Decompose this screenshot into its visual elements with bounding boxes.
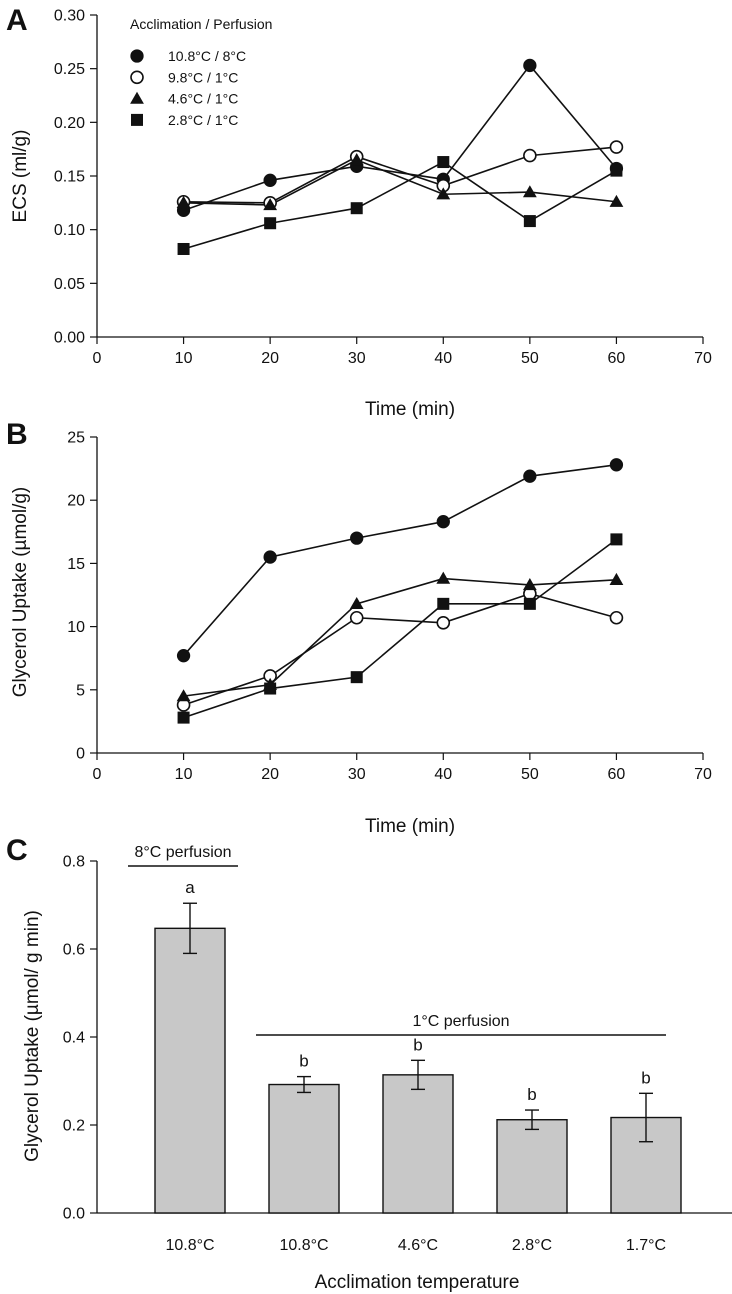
y-tick-label: 0 bbox=[76, 745, 85, 763]
series-line-1 bbox=[184, 465, 617, 656]
x-tick-label: 40 bbox=[434, 350, 453, 367]
x-category-label: 2.8°C bbox=[511, 1237, 553, 1254]
data-point-open-circle bbox=[610, 141, 622, 153]
bar bbox=[383, 1075, 453, 1213]
data-point-filled-triangle bbox=[523, 185, 537, 197]
panel-a-legend bbox=[130, 16, 272, 128]
bar bbox=[497, 1120, 567, 1213]
panel-b-x-axis-title: Time (min) bbox=[364, 816, 456, 837]
bar bbox=[155, 928, 225, 1213]
data-point-filled-square bbox=[178, 243, 190, 255]
panel-c-x-axis-title: Acclimation temperature bbox=[314, 1272, 520, 1293]
significance-letter: a bbox=[185, 878, 195, 898]
x-tick-label: 30 bbox=[347, 350, 366, 367]
data-point-filled-square bbox=[351, 202, 363, 214]
x-tick-label: 0 bbox=[92, 766, 102, 783]
y-tick-label: 0.05 bbox=[53, 275, 85, 293]
data-point-filled-square bbox=[610, 533, 622, 545]
data-point-filled-circle bbox=[351, 532, 363, 544]
y-tick-label: 0.0 bbox=[62, 1205, 85, 1223]
panel-a-series-lines bbox=[184, 65, 617, 249]
y-tick-label: 20 bbox=[67, 492, 85, 510]
legend-label-1: 10.8°C / 8°C bbox=[168, 48, 247, 64]
y-tick-label: 5 bbox=[76, 682, 85, 700]
y-tick-label: 0.15 bbox=[53, 168, 85, 186]
data-point-filled-circle bbox=[264, 174, 276, 186]
data-point-filled-square bbox=[524, 598, 536, 610]
series-line-3 bbox=[184, 160, 617, 205]
series-line-4 bbox=[184, 162, 617, 249]
x-tick-label: 70 bbox=[694, 350, 712, 367]
data-point-open-circle bbox=[351, 612, 363, 624]
data-point-filled-circle bbox=[610, 459, 622, 471]
data-point-open-circle bbox=[524, 150, 536, 162]
y-tick-label: 25 bbox=[67, 429, 85, 447]
panel-c-y-axis-title: Glycerol Uptake (µmol/ g min) bbox=[22, 910, 43, 1162]
data-point-open-circle bbox=[437, 617, 449, 629]
data-point-filled-square bbox=[524, 215, 536, 227]
x-category-label: 10.8°C bbox=[279, 1237, 329, 1254]
significance-letter: b bbox=[299, 1051, 309, 1071]
panel-a-line-chart bbox=[10, 8, 712, 421]
y-tick-label: 0.10 bbox=[53, 222, 85, 240]
y-tick-label: 0.2 bbox=[62, 1117, 85, 1135]
x-tick-label: 50 bbox=[520, 766, 539, 783]
x-tick-label: 60 bbox=[607, 766, 626, 783]
legend-marker-filled-triangle bbox=[130, 92, 144, 104]
legend-label-2: 9.8°C / 1°C bbox=[168, 69, 239, 86]
y-tick-label: 15 bbox=[67, 555, 85, 573]
x-tick-label: 40 bbox=[434, 766, 453, 783]
x-tick-label: 10 bbox=[174, 766, 193, 783]
panel-a-letter: A bbox=[6, 4, 28, 37]
series-line-4 bbox=[184, 539, 617, 717]
legend-marker-filled-square bbox=[131, 114, 143, 126]
panel-b-y-axis-title: Glycerol Uptake (µmol/g) bbox=[10, 486, 31, 698]
data-point-filled-circle bbox=[524, 59, 536, 71]
series-line-3 bbox=[184, 579, 617, 697]
panel-c-bar-chart bbox=[22, 844, 732, 1293]
legend-label-3: 4.6°C / 1°C bbox=[168, 90, 239, 107]
x-tick-label: 20 bbox=[261, 766, 280, 783]
y-tick-label: 0.20 bbox=[53, 114, 85, 132]
data-point-filled-square bbox=[178, 712, 190, 724]
y-tick-label: 0.6 bbox=[62, 941, 85, 959]
panel-a-x-axis-title: Time (min) bbox=[364, 399, 456, 420]
legend-marker-open-circle bbox=[131, 71, 143, 83]
x-tick-label: 20 bbox=[261, 350, 280, 367]
data-point-filled-square bbox=[264, 217, 276, 229]
data-point-filled-circle bbox=[178, 650, 190, 662]
x-tick-label: 70 bbox=[694, 766, 712, 783]
annotation-label: 8°C perfusion bbox=[134, 844, 232, 861]
data-point-filled-triangle bbox=[436, 572, 450, 584]
data-point-filled-circle bbox=[264, 551, 276, 563]
x-tick-label: 10 bbox=[174, 350, 193, 367]
x-tick-label: 50 bbox=[520, 350, 539, 367]
significance-letter: b bbox=[527, 1085, 537, 1105]
data-point-filled-square bbox=[437, 156, 449, 168]
y-tick-label: 0.25 bbox=[53, 61, 85, 79]
panel-a-axes bbox=[54, 8, 712, 368]
y-tick-label: 10 bbox=[67, 619, 85, 637]
data-point-filled-square bbox=[610, 165, 622, 177]
legend-label-4: 2.8°C / 1°C bbox=[168, 111, 239, 128]
x-tick-label: 30 bbox=[347, 766, 366, 783]
legend-marker-filled-circle bbox=[131, 50, 143, 62]
panel-b-letter: B bbox=[6, 418, 28, 451]
x-tick-label: 60 bbox=[607, 350, 626, 367]
data-point-filled-triangle bbox=[610, 573, 624, 585]
data-point-open-circle bbox=[610, 612, 622, 624]
y-tick-label: 0.4 bbox=[62, 1029, 85, 1047]
x-category-label: 4.6°C bbox=[397, 1237, 439, 1254]
y-tick-label: 0.00 bbox=[53, 329, 85, 347]
x-tick-label: 0 bbox=[92, 350, 102, 367]
x-category-label: 1.7°C bbox=[625, 1237, 667, 1254]
data-point-filled-circle bbox=[437, 516, 449, 528]
panel-b-series-lines bbox=[184, 465, 617, 718]
y-tick-label: 0.30 bbox=[53, 7, 85, 25]
data-point-filled-square bbox=[437, 598, 449, 610]
legend-title: Acclimation / Perfusion bbox=[130, 16, 273, 32]
significance-letter: b bbox=[641, 1068, 651, 1088]
panel-a-markers bbox=[177, 59, 624, 255]
panel-b-axes bbox=[67, 430, 712, 784]
data-point-filled-square bbox=[351, 671, 363, 683]
x-category-label: 10.8°C bbox=[165, 1237, 215, 1254]
y-tick-label: 0.8 bbox=[62, 853, 85, 871]
panel-c-bars bbox=[155, 878, 681, 1213]
annotation-label: 1°C perfusion bbox=[412, 1013, 510, 1030]
bar bbox=[269, 1085, 339, 1213]
data-point-filled-circle bbox=[524, 470, 536, 482]
series-line-1 bbox=[184, 65, 617, 210]
panel-b-line-chart bbox=[10, 430, 712, 838]
data-point-filled-square bbox=[264, 683, 276, 695]
significance-letter: b bbox=[413, 1035, 423, 1055]
panel-a-y-axis-title: ECS (ml/g) bbox=[10, 129, 31, 223]
panel-c-letter: C bbox=[6, 834, 28, 867]
